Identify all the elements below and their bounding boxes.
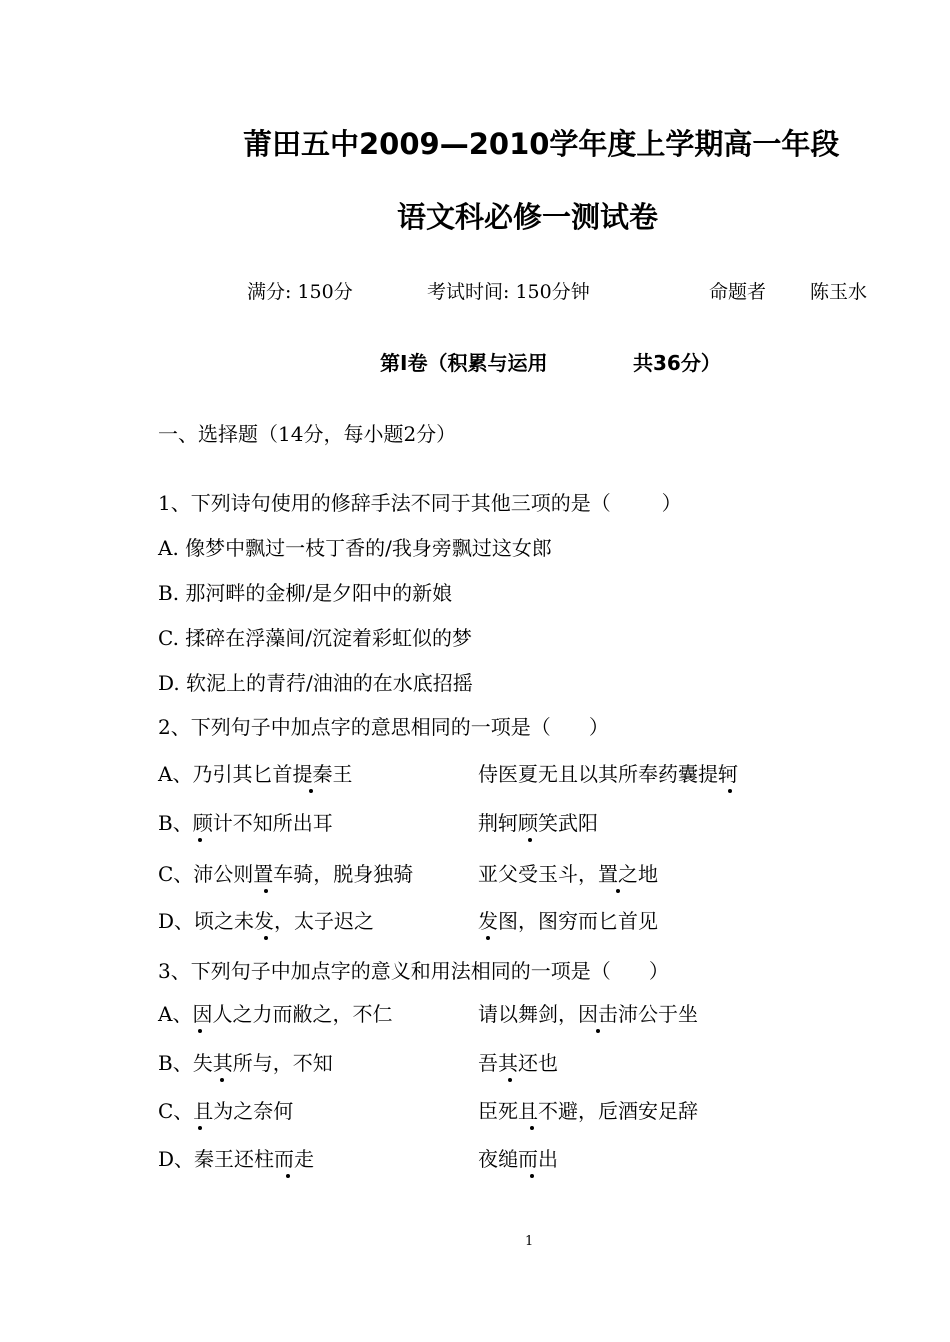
emphasis-dot (530, 1174, 534, 1178)
emphasis-dot (198, 1126, 202, 1130)
author-name: 陈玉水 (810, 281, 868, 303)
question-2-option-b-right: 荆轲顾笑武阳 (478, 811, 598, 835)
emphasis-dot (528, 838, 532, 842)
section-title: 第Ⅰ卷（积累与运用 (380, 351, 548, 375)
emphasis-dot (198, 838, 202, 842)
question-3-option-b-right: 吾其还也 (478, 1051, 558, 1075)
emphasis-dot (264, 889, 268, 893)
question-2-stem: 2、下列句子中加点字的意思相同的一项是（ ） (158, 715, 609, 739)
section-total: 共36分） (633, 351, 721, 375)
question-3-stem: 3、下列句子中加点字的意义和用法相同的一项是（ ） (158, 959, 669, 983)
question-3-option-b-left: B、失其所与，不知 (158, 1051, 333, 1075)
emphasis-dot (508, 1078, 512, 1082)
question-1-option-b: B. 那河畔的金柳/是夕阳中的新娘 (158, 581, 453, 605)
author-label: 命题者 (709, 281, 767, 303)
question-1-option-d: D. 软泥上的青荇/油油的在水底招摇 (158, 671, 473, 695)
emphasis-dot (486, 936, 490, 940)
title-line-1: 莆田五中2009—2010学年度上学期高一年段 (243, 127, 840, 161)
emphasis-dot (728, 789, 732, 793)
question-3-option-c-left: C、且为之奈何 (158, 1099, 294, 1123)
question-1-option-a: A. 像梦中飘过一枝丁香的/我身旁飘过这女郎 (158, 536, 552, 560)
question-3-option-d-right: 夜缒而出 (478, 1147, 558, 1171)
question-2-option-c-left: C、沛公则置车骑，脱身独骑 (158, 862, 414, 886)
emphasis-dot (530, 1126, 534, 1130)
question-3-option-c-right: 臣死且不避，卮酒安足辞 (478, 1099, 698, 1123)
question-2-option-d-left: D、顷之未发，太子迟之 (158, 909, 375, 933)
page-number: 1 (525, 1234, 534, 1249)
full-score: 满分: 150分 (247, 281, 353, 303)
emphasis-dot (596, 1029, 600, 1033)
question-3-option-d-left: D、秦王还柱而走 (158, 1147, 315, 1171)
part-heading: 一、选择题（14分，每小题2分） (158, 422, 457, 446)
exam-time: 考试时间: 150分钟 (427, 281, 590, 303)
question-2-option-a-left: A、乃引其匕首提秦王 (158, 762, 353, 786)
question-1-option-c: C. 揉碎在浮藻间/沉淀着彩虹似的梦 (158, 626, 473, 650)
emphasis-dot (616, 889, 620, 893)
question-2-option-b-left: B、顾计不知所出耳 (158, 811, 333, 835)
question-2-option-c-right: 亚父受玉斗，置之地 (478, 862, 658, 886)
emphasis-dot (286, 1174, 290, 1178)
emphasis-dot (309, 789, 313, 793)
question-3-option-a-right: 请以舞剑，因击沛公于坐 (478, 1002, 698, 1026)
title-line-2: 语文科必修一测试卷 (397, 200, 659, 234)
question-1-stem: 1、下列诗句使用的修辞手法不同于其他三项的是（ ） (158, 491, 682, 515)
emphasis-dot (220, 1078, 224, 1082)
emphasis-dot (198, 1029, 202, 1033)
question-3-option-a-left: A、因人之力而敝之，不仁 (158, 1002, 393, 1026)
question-2-option-a-right: 侍医夏无且以其所奉药囊提轲 (478, 762, 738, 786)
emphasis-dot (264, 936, 268, 940)
question-2-option-d-right: 发图，图穷而匕首见 (478, 909, 658, 933)
